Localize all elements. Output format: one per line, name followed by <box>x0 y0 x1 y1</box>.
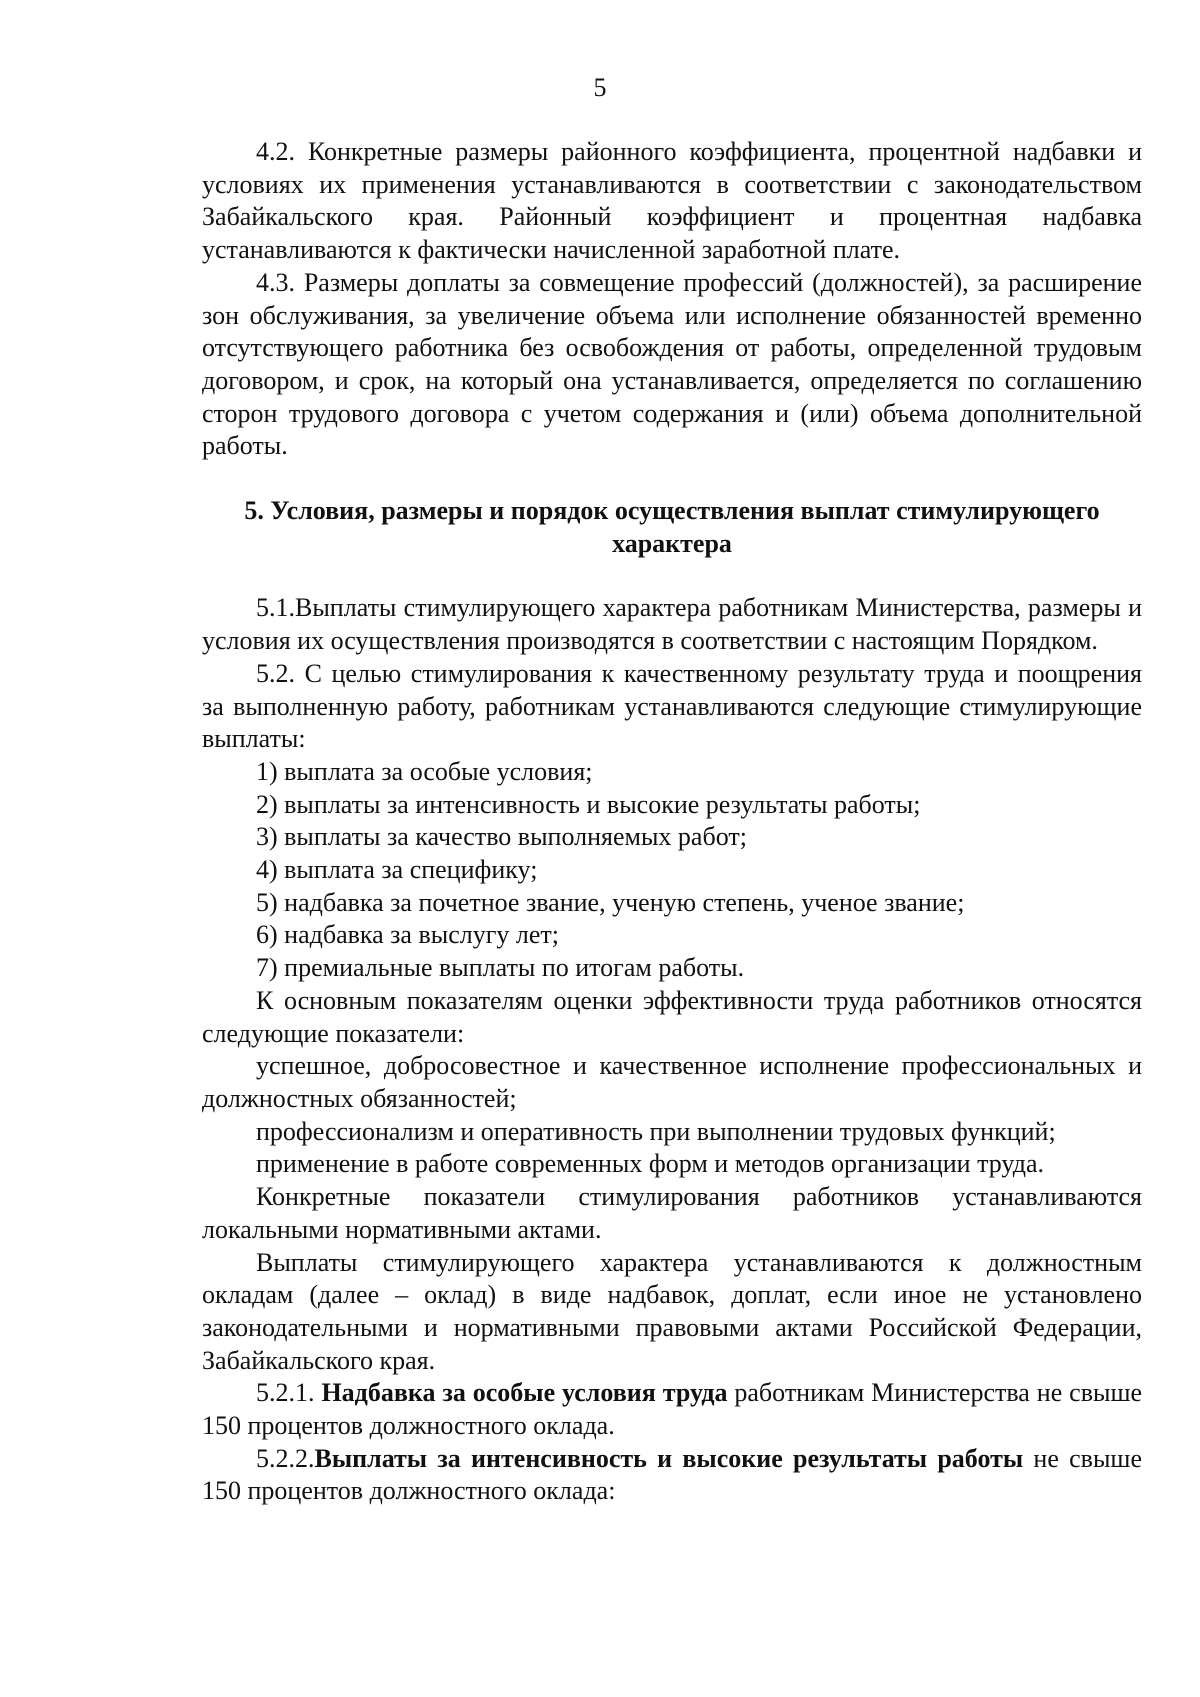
clause-number: 5.2.1. <box>256 1378 322 1408</box>
payment-item: 1) выплата за особые условия; <box>256 756 593 786</box>
indicators-intro: К основным показателям оценки эффективности труда работников относятся следующие показатели: <box>202 985 1142 1048</box>
payment-item: 2) выплаты за интенсивность и высокие результаты работы; <box>256 789 921 819</box>
clause-text: работникам Министерства не свыше 150 процентов должностного оклада. <box>202 1378 1143 1441</box>
clause-number: 5.2.2. <box>256 1443 315 1473</box>
paragraph-5-1: 5.1.Выплаты стимулирующего характера работникам Министерства, размеры и условия их осуществления производятся в соответствии с настоящим Порядком. <box>202 593 1142 656</box>
clause-text: не свыше 150 процентов должностного оклада: <box>202 1443 1142 1506</box>
payment-item: 6) надбавка за выслугу лет; <box>256 920 559 950</box>
paragraph-4-2: 4.2. Конкретные размеры районного коэффициента, процентной надбавки и условиях их применения устанавливаются в соответствии с законодательством Забайкальского края. Районный коэффициент и процентная надбавка устанавливаются к фактически начисленной заработной плате. <box>202 137 1142 265</box>
document-body <box>202 136 1142 1508</box>
payment-item: 4) выплата за специфику; <box>256 855 538 885</box>
paragraph-4-3: 4.3. Размеры доплаты за совмещение профессий (должностей), за расширение зон обслуживания, за увеличение объема или исполнение обязанностей временно отсутствующего работника без освобождения от работы, определенной трудовым договором, и срок, на который она устанавливается, определяется по соглашению сторон трудового договора с учетом содержания и (или) объема дополнительной работы. <box>202 267 1142 461</box>
paragraph-5-2-1 <box>202 1377 1142 1442</box>
payment-item: 7) премиальные выплаты по итогам работы. <box>256 953 745 983</box>
paragraph-5-2-2 <box>202 1443 1142 1508</box>
payment-item: 5) надбавка за почетное звание, ученую степень, ученое звание; <box>256 887 965 917</box>
specific-indicators-paragraph: Конкретные показатели стимулирования работников устанавливаются локальными нормативными актами. <box>202 1182 1142 1244</box>
section-5-heading: 5. Условия, размеры и порядок осуществления выплат стимулирующего характера <box>244 496 1100 558</box>
indicator-item: успешное, добросовестное и качественное исполнение профессиональных и должностных обязанностей; <box>202 1051 1142 1113</box>
clause-title: Выплаты за интенсивность и высокие результаты работы <box>314 1443 1024 1473</box>
paragraph-5-2: 5.2. С целью стимулирования к качественному результату труда и поощрения за выполненную работу, работникам устанавливаются следующие стимулирующие выплаты: <box>202 658 1142 754</box>
payment-item: 3) выплаты за качество выполняемых работ; <box>256 822 747 852</box>
page-number: 5 <box>593 73 607 102</box>
indicator-item: профессионализм и оперативность при выполнении трудовых функций; <box>256 1116 1056 1146</box>
indicator-item: применение в работе современных форм и методов организации труда. <box>256 1149 1045 1179</box>
payments-set-paragraph: Выплаты стимулирующего характера устанавливаются к должностным окладам (далее – оклад) в виде надбавок, доплат, если иное не установлено законодательными и нормативными правовыми актами Российской Федерации, Забайкальского края. <box>202 1247 1142 1375</box>
clause-title: Надбавка за особые условия труда <box>321 1378 728 1408</box>
